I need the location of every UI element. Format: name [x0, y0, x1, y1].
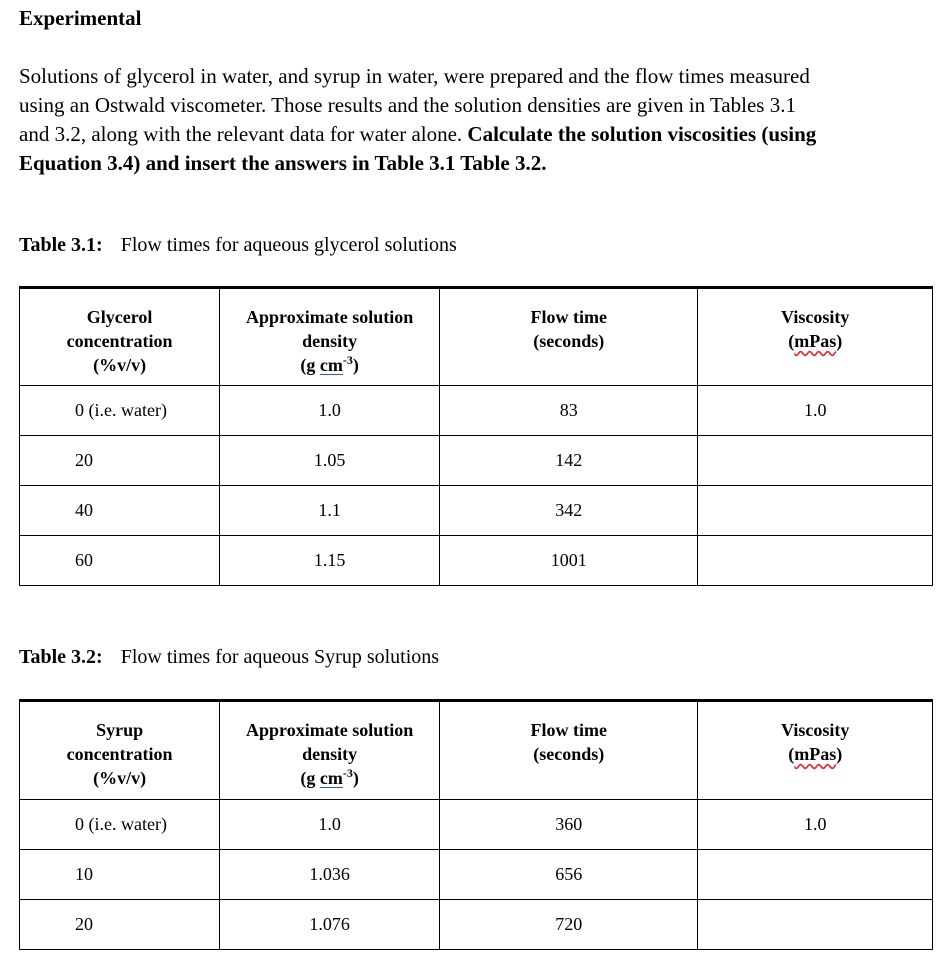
cell-density: 1.076 [220, 900, 440, 950]
glycerol-table [19, 286, 933, 586]
table1-caption-text: Flow times for aqueous glycerol solutions [120, 234, 457, 256]
table-row [20, 436, 933, 486]
table-row [20, 486, 933, 536]
header-viscosity: Viscosity (mPas) [698, 288, 933, 386]
table-row [20, 800, 933, 850]
table-header-row [20, 701, 933, 800]
cell-density: 1.05 [220, 436, 440, 486]
table-row [20, 900, 933, 950]
table-row [20, 850, 933, 900]
cell-concentration: 0 (i.e. water) [20, 386, 220, 436]
cell-concentration: 20 [20, 900, 220, 950]
table1-caption [19, 234, 457, 257]
cell-density: 1.1 [220, 486, 440, 536]
cell-flow-time: 342 [440, 486, 698, 536]
density-unit: (g $cm^{-3}$) [300, 766, 359, 788]
cell-concentration: 10 [20, 850, 220, 900]
cell-viscosity[interactable]: 1.0 [698, 386, 933, 436]
cell-flow-time: 142 [440, 436, 698, 486]
cell-flow-time: 656 [440, 850, 698, 900]
cell-flow-time: 360 [440, 800, 698, 850]
table2-caption-text: Flow times for aqueous Syrup solutions [120, 646, 440, 668]
cell-density: 1.0 [220, 800, 440, 850]
cell-viscosity[interactable] [698, 850, 933, 900]
table-row [20, 386, 933, 436]
header-flow-time: Flow time (seconds) [440, 288, 698, 386]
section-heading: Experimental [19, 6, 142, 30]
viscosity-unit: (mPas) [788, 744, 843, 764]
header-concentration: Glycerol concentration (%v/v) [20, 288, 220, 386]
header-concentration: Syrup concentration (%v/v) [20, 701, 220, 800]
cell-flow-time: 83 [440, 386, 698, 436]
intro-paragraph [19, 62, 819, 178]
header-density: Approximate solution density (g $cm^{-3}$) [220, 288, 440, 386]
intro-text: Solutions of glycerol in water, and syrup in water, were prepared and the flow times measured using an Ostwald viscometer. Those results and the solution densities are given in Tables 3.1 and 3.2, along with the relevant data for water alone. [19, 64, 810, 146]
intro-instruction: Calculate the solution viscosities (using Equation 3.4) and insert the answers in Table 3.1 Table 3.2. [19, 122, 817, 175]
header-viscosity: Viscosity (mPas) [698, 701, 933, 800]
cell-concentration: 60 [20, 536, 220, 586]
cell-density: 1.15 [220, 536, 440, 586]
cell-viscosity[interactable] [698, 536, 933, 586]
cell-viscosity[interactable]: 1.0 [698, 800, 933, 850]
density-unit: (g $cm^{-3}$) [300, 353, 359, 375]
table-header-row [20, 288, 933, 386]
syrup-table [19, 699, 933, 950]
cell-concentration: 0 (i.e. water) [20, 800, 220, 850]
cell-flow-time: 1001 [440, 536, 698, 586]
cell-density: 1.036 [220, 850, 440, 900]
header-flow-time: Flow time (seconds) [440, 701, 698, 800]
table-row [20, 536, 933, 586]
cell-density: 1.0 [220, 386, 440, 436]
cell-flow-time: 720 [440, 900, 698, 950]
viscosity-unit: (mPas) [788, 331, 843, 351]
header-density: Approximate solution density (g $cm^{-3}$) [220, 701, 440, 800]
cell-viscosity[interactable] [698, 900, 933, 950]
cell-viscosity[interactable] [698, 436, 933, 486]
cell-concentration: 40 [20, 486, 220, 536]
cell-concentration: 20 [20, 436, 220, 486]
cell-viscosity[interactable] [698, 486, 933, 536]
table2-label: Table 3.2: [19, 646, 103, 668]
table2-caption [19, 646, 439, 669]
table1-label: Table 3.1: [19, 234, 103, 256]
